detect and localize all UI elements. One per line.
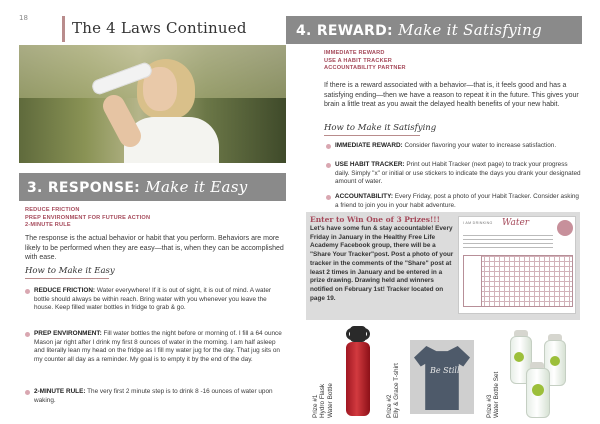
reward-heading-script: Make it Satisfying <box>398 21 542 39</box>
tshirt-image <box>410 340 474 414</box>
bullet-text: Every Friday, post a photo of your Habit Tracker. Consider asking a friend to join you in your habit adventure. <box>335 193 579 209</box>
response-heading-number: 3. RESPONSE: <box>27 180 141 196</box>
tracker-text-lines <box>463 235 553 251</box>
prize-line: Water Bottle Set <box>493 371 501 418</box>
bullet-text: Fill water bottles the night before or morning of. I fill a 64 ounce Mason jar right after I drink my first 8 ounces of water in the morning. I am half asleep and literally lean my head on the fridge as I fill my water jug for the day. That jug sits on my counter all day as a reminder. My goal is to empty it by the end of the day. <box>34 330 282 363</box>
reward-bullet-tracker <box>326 161 582 187</box>
hydro-flask-bottle-image <box>344 326 372 418</box>
tracker-badge-icon <box>557 220 573 236</box>
response-heading <box>27 178 248 196</box>
title-accent-bar <box>62 16 65 42</box>
page-number: 18 <box>19 14 28 22</box>
bullet-label: 2-MINUTE RULE: <box>34 388 86 395</box>
response-tag: PREP ENVIRONMENT FOR FUTURE ACTION <box>25 214 151 221</box>
prize-line: Prize #2 <box>386 394 393 418</box>
prize-1-label <box>312 383 334 418</box>
bullet-dot-icon <box>25 390 30 395</box>
prize-3-label <box>486 372 501 418</box>
bullet-label: IMMEDIATE REWARD: <box>335 142 403 149</box>
response-heading-script: Make it Easy <box>145 178 248 196</box>
prize-line: Hydro Flask <box>319 383 327 418</box>
reward-paragraph: If there is a reward associated with a behavior—that is, it feels good and has a satisfying ending—then we have a reason to repeat it in the future. This gives your brain a little treat as you await the delayed health benefits of your new habit. <box>324 82 579 109</box>
bullet-text: Print out Habit Tracker (next page) to track your progress daily. Simply "x" or initial or use stickers to indicate the days you drank your designated amount of water. <box>335 161 581 186</box>
habit-tracker-preview <box>458 216 576 314</box>
reward-heading <box>296 21 542 39</box>
bullet-label: REDUCE FRICTION: <box>34 287 96 294</box>
response-bullet-prep <box>25 330 287 364</box>
reward-bullet-immediate <box>326 142 582 151</box>
contest-body: Let's have some fun & stay accountable! Every Friday in January in the Healthy Free Life Academy Facebook group, there will be a "Share Your Tracker"post. Post a photo of your tracker in the comments of the "Share" post at least 2 times in January and be entered in a prize drawing. Drawing held and winners notified on February 1st! Tracker located on page 19. <box>310 225 454 302</box>
response-howto-underline <box>25 278 109 279</box>
contest-box <box>306 212 580 320</box>
bullet-dot-icon <box>326 195 331 200</box>
reward-tag: IMMEDIATE REWARD <box>324 50 385 56</box>
response-tag: REDUCE FRICTION <box>25 207 80 213</box>
bullet-dot-icon <box>326 144 331 149</box>
reward-bullet-accountability <box>326 193 582 210</box>
prize-line: Prize #3 <box>486 394 493 418</box>
tshirt-print: Be Still <box>430 366 460 375</box>
bullet-label: PREP ENVIRONMENT: <box>34 330 102 337</box>
tracker-header: I AM DRINKING <box>463 221 493 225</box>
response-bullet-two-minute <box>25 388 287 405</box>
page-title: The 4 Laws Continued <box>72 19 247 37</box>
prize-2-label <box>386 363 401 418</box>
reward-tag: ACCOUNTABILITY PARTNER <box>324 65 406 72</box>
reward-heading-number: 4. REWARD: <box>296 23 393 39</box>
woman-drinking-water-photo <box>19 45 286 163</box>
bullet-text: Water everywhere! If it is out of sight, it is out of mind. A water bottle should always be within reach. Bring water with you whenever you leave the house. Keep filled water bottles in fridge to grab & go. <box>34 287 272 312</box>
response-tags <box>25 207 150 230</box>
tracker-logo: Water <box>502 218 530 228</box>
response-header-band <box>19 173 286 201</box>
contest-title: Enter to Win One of 3 Prizes!!! <box>310 215 440 224</box>
response-tag: 2-MINUTE RULE <box>25 222 71 229</box>
response-howto-heading: How to Make it Easy <box>25 266 115 276</box>
bullet-dot-icon <box>25 289 30 294</box>
response-bullet-friction <box>25 287 287 313</box>
bullet-dot-icon <box>25 332 30 337</box>
bullet-dot-icon <box>326 163 331 168</box>
reward-tag: USE A HABIT TRACKER <box>324 57 393 64</box>
prize-line: Elly & Grace T-shirt <box>393 363 401 418</box>
reward-tags <box>324 50 406 73</box>
bullet-label: ACCOUNTABILITY: <box>335 193 393 200</box>
response-paragraph: The response is the actual behavior or habit that you perform. Behaviors are more likely to be performed when they are easy—that is, when they can be accomplished with ease. <box>25 235 284 262</box>
reward-howto-underline <box>324 135 420 136</box>
tracker-grid <box>463 255 573 307</box>
reward-howto-heading: How to Make it Satisfying <box>324 123 437 133</box>
bullet-text: The very first 2 minute step is to drink 8 -16 ounces of water upon waking. <box>34 388 273 404</box>
water-bottle-set-image <box>504 330 580 418</box>
prize-line: Prize #1 <box>312 394 319 418</box>
bullet-text: Consider flavoring your water to increase satisfaction. <box>402 142 557 149</box>
reward-header-band <box>286 16 582 44</box>
bullet-label: USE HABIT TRACKER: <box>335 161 405 168</box>
prize-line: Water Bottle <box>326 383 334 418</box>
